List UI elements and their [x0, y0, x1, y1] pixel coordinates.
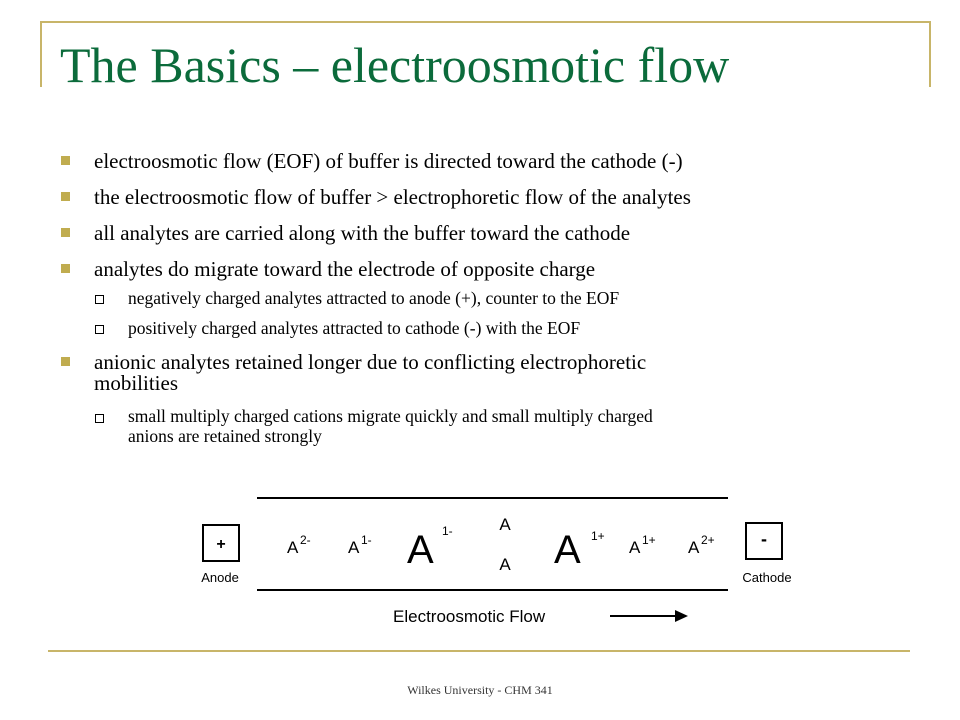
ion-charge: 1+	[591, 529, 605, 543]
ion-charge: 1-	[361, 533, 372, 547]
sub-bullet-item-continued: anions are retained strongly	[128, 426, 322, 446]
bullet-item: anionic analytes retained longer due to conflicting electrophoretic	[94, 350, 647, 374]
ion-charge: 2+	[701, 533, 715, 547]
sub-bullet-item: negatively charged analytes attracted to anode (+), counter to the EOF	[128, 288, 620, 308]
footer-rule	[48, 650, 910, 652]
ion-a-base: A	[629, 538, 641, 557]
anode-label: Anode	[201, 570, 239, 585]
flow-label: Electroosmotic Flow	[393, 607, 546, 626]
cathode-label: Cathode	[742, 570, 792, 585]
ion-charge: 1-	[442, 524, 453, 538]
neutral-a-bottom: A	[499, 555, 511, 574]
slide-footer: Wilkes University - CHM 341	[407, 683, 553, 697]
bullet-item: the electroosmotic flow of buffer > electrophoretic flow of the analytes	[94, 185, 691, 209]
ion-charge: 2-	[300, 533, 311, 547]
bullet-item: electroosmotic flow (EOF) of buffer is directed toward the cathode (-)	[94, 149, 683, 173]
bullet-item: all analytes are carried along with the buffer toward the cathode	[94, 221, 631, 245]
ion-charge: 1+	[642, 533, 656, 547]
slide-title: The Basics – electroosmotic flow	[60, 37, 730, 93]
cathode-symbol: -	[761, 529, 767, 549]
ion-a-base-large: A	[407, 528, 434, 572]
ion-a-base-large: A	[554, 528, 581, 572]
ion-a-base: A	[287, 538, 299, 557]
sub-bullet-item: small multiply charged cations migrate quickly and small multiply charged	[128, 406, 653, 426]
ion-a-base: A	[688, 538, 700, 557]
flow-arrow-icon	[675, 610, 688, 622]
sub-bullet-item: positively charged analytes attracted to cathode (-) with the EOF	[128, 318, 581, 338]
bullet-item-continued: mobilities	[94, 371, 178, 395]
ion-a-base: A	[348, 538, 360, 557]
anode-symbol: +	[216, 536, 226, 553]
bullet-item: analytes do migrate toward the electrode of opposite charge	[94, 257, 596, 281]
neutral-a-top: A	[499, 515, 511, 534]
